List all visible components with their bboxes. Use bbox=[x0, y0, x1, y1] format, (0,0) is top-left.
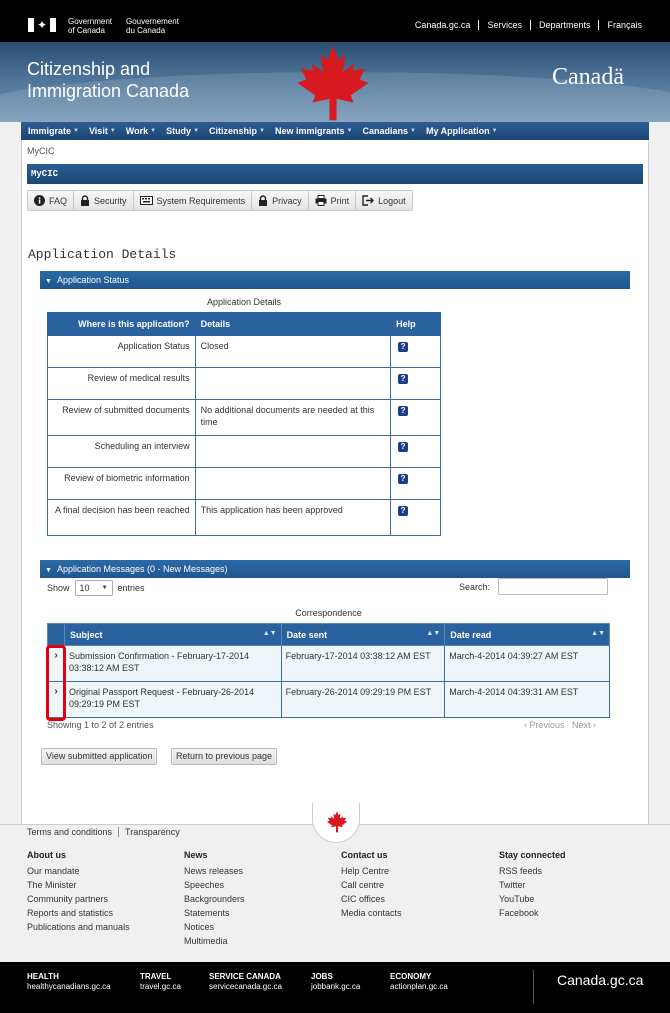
chevron-down-icon: ▼ bbox=[346, 128, 353, 134]
message-date-sent: February-26-2014 09:29:19 PM EST bbox=[281, 682, 445, 718]
help-icon[interactable]: ? bbox=[398, 374, 408, 384]
gc-top-bar bbox=[0, 0, 670, 42]
return-previous-page-button[interactable]: Return to previous page bbox=[171, 748, 277, 765]
footer-link[interactable]: Publications and manuals bbox=[27, 922, 130, 932]
system-requirements-button[interactable]: System Requirements bbox=[134, 191, 253, 210]
message-subject[interactable]: Original Passport Request - February-26-2014 09:29:19 PM EST bbox=[64, 682, 281, 718]
nav-visit[interactable]: Visit ▼ bbox=[88, 126, 116, 136]
expand-column-header bbox=[48, 624, 65, 646]
table-row bbox=[48, 436, 441, 468]
security-button[interactable]: Security bbox=[74, 191, 134, 210]
canada-flag-icon: ✦ bbox=[28, 18, 56, 32]
footer-link[interactable]: RSS feeds bbox=[499, 866, 543, 876]
chevron-down-icon: ▼ bbox=[410, 128, 416, 134]
table-row bbox=[48, 500, 441, 536]
column-header-date-read[interactable]: Date read ▲▼ bbox=[445, 624, 610, 646]
main-nav bbox=[21, 122, 649, 140]
help-icon[interactable]: ? bbox=[398, 442, 408, 452]
chevron-down-icon: ▼ bbox=[101, 585, 108, 591]
status-label: A final decision has been reached bbox=[48, 500, 196, 536]
cic-banner bbox=[0, 42, 670, 122]
footer-link[interactable]: Speeches bbox=[184, 880, 225, 890]
status-label: Scheduling an interview bbox=[48, 436, 196, 468]
message-date-read: March-4-2014 04:39:27 AM EST bbox=[445, 646, 610, 682]
table-info: Showing 1 to 2 of 2 entries bbox=[47, 720, 154, 730]
nav-work[interactable]: Work ▼ bbox=[125, 126, 157, 136]
nav-canadians[interactable]: Canadians ▼ bbox=[362, 126, 416, 136]
link-canada-gc[interactable]: Canada.gc.ca bbox=[414, 20, 471, 30]
canada-wordmark: Canadä bbox=[552, 64, 624, 90]
transparency-link[interactable]: Transparency bbox=[125, 827, 180, 837]
faq-button[interactable]: FAQ bbox=[28, 191, 74, 210]
privacy-button[interactable]: Privacy bbox=[252, 191, 309, 210]
footer-link[interactable]: Our mandate bbox=[27, 866, 80, 876]
column-header-subject[interactable]: Subject ▲▼ bbox=[64, 624, 281, 646]
column-header: Help bbox=[391, 313, 441, 336]
search-control bbox=[459, 578, 608, 595]
status-label: Review of medical results bbox=[48, 368, 196, 400]
chevron-down-icon: ▼ bbox=[150, 128, 157, 134]
bottom-link-service-canada[interactable]: SERVICE CANADA servicecanada.gc.ca bbox=[209, 972, 282, 991]
status-detail: No additional documents are needed at this time bbox=[195, 400, 390, 436]
footer-link[interactable]: Notices bbox=[184, 922, 215, 932]
footer-link[interactable]: CIC offices bbox=[341, 894, 385, 904]
column-header: Where is this application? bbox=[48, 313, 196, 336]
gc-signature-en: Government of Canada bbox=[68, 17, 113, 35]
footer-link[interactable]: The Minister bbox=[27, 880, 77, 890]
status-label: Application Status bbox=[48, 336, 196, 368]
bottom-link-economy[interactable]: ECONOMY actionplan.gc.ca bbox=[390, 972, 448, 991]
table-row bbox=[48, 400, 441, 436]
correspondence-caption: Correspondence bbox=[295, 608, 362, 618]
footer-link[interactable]: Call centre bbox=[341, 880, 385, 890]
message-date-read: March-4-2014 04:39:31 AM EST bbox=[445, 682, 610, 718]
maple-leaf-icon bbox=[288, 42, 378, 122]
footer-about: About us Our mandate The Minister Community partners Reports and statistics Publications and manuals bbox=[27, 850, 130, 932]
footer-terms bbox=[27, 827, 180, 837]
page-title: Application Details bbox=[28, 247, 177, 262]
bottom-link-jobs[interactable]: JOBS jobbank.gc.ca bbox=[311, 972, 361, 991]
correspondence-table bbox=[47, 623, 610, 718]
previous-page-button[interactable]: ‹ Previous bbox=[524, 720, 565, 730]
print-button[interactable]: Print bbox=[309, 191, 357, 210]
mycic-title-bar: MyCIC bbox=[27, 164, 643, 184]
search-input[interactable] bbox=[498, 578, 608, 595]
logout-icon bbox=[362, 195, 374, 206]
chevron-down-icon: ▼ bbox=[193, 128, 200, 134]
table-row bbox=[48, 646, 610, 682]
lock-icon bbox=[258, 195, 268, 206]
expand-row-icon[interactable]: › bbox=[48, 682, 65, 718]
table-header-row bbox=[48, 624, 610, 646]
breadcrumb[interactable]: MyCIC bbox=[27, 146, 55, 156]
view-submitted-application-button[interactable]: View submitted application bbox=[41, 748, 157, 765]
footer-news: News News releases Speeches Backgrounders Statements Notices Multimedia bbox=[184, 850, 245, 946]
link-services[interactable]: Services bbox=[487, 20, 522, 30]
footer-link[interactable]: Community partners bbox=[27, 894, 109, 904]
table-row bbox=[48, 336, 441, 368]
nav-citizenship[interactable]: Citizenship ▼ bbox=[209, 126, 265, 136]
footer-link[interactable]: Multimedia bbox=[184, 936, 228, 946]
sort-icon: ▲▼ bbox=[262, 630, 277, 637]
chevron-down-icon: ▼ bbox=[109, 128, 116, 134]
table-row bbox=[48, 368, 441, 400]
sort-icon: ▲▼ bbox=[426, 630, 441, 637]
application-details-table bbox=[47, 312, 441, 536]
application-messages-header[interactable]: ▼ Application Messages (0 - New Messages) bbox=[40, 560, 630, 578]
status-label: Review of submitted documents bbox=[48, 400, 196, 436]
footer-link[interactable]: News releases bbox=[184, 866, 244, 876]
table-row bbox=[48, 682, 610, 718]
printer-icon bbox=[315, 195, 327, 206]
message-subject[interactable]: Submission Confirmation - February-17-2014 03:38:12 AM EST bbox=[64, 646, 281, 682]
footer-leaf-tab bbox=[312, 803, 360, 843]
keyboard-icon bbox=[140, 196, 153, 205]
footer-link[interactable]: Twitter bbox=[499, 880, 526, 890]
status-detail: This application has been approved bbox=[195, 500, 390, 536]
entries-select[interactable]: 10 ▼ bbox=[75, 580, 113, 596]
nav-new-immigrants[interactable]: New immigrants ▼ bbox=[275, 126, 353, 136]
lock-icon bbox=[80, 195, 90, 206]
table-row bbox=[48, 468, 441, 500]
expand-row-icon[interactable]: › bbox=[48, 646, 65, 682]
nav-my-application[interactable]: My Application ▼ bbox=[425, 126, 498, 136]
info-icon bbox=[34, 195, 45, 206]
nav-immigrate[interactable]: Immigrate ▼ bbox=[28, 126, 79, 136]
logout-button[interactable]: Logout bbox=[356, 191, 412, 210]
collapse-triangle-icon: ▼ bbox=[45, 567, 52, 574]
status-detail bbox=[195, 436, 390, 468]
footer-link[interactable]: Facebook bbox=[499, 908, 539, 918]
bottom-link-travel[interactable]: TRAVEL travel.gc.ca bbox=[140, 972, 181, 991]
status-label: Review of biometric information bbox=[48, 468, 196, 500]
pagination bbox=[524, 720, 596, 730]
link-francais[interactable]: Français bbox=[607, 20, 642, 30]
help-icon[interactable]: ? bbox=[398, 342, 408, 352]
footer-link[interactable]: Media contacts bbox=[341, 908, 402, 918]
status-detail: Closed bbox=[195, 336, 390, 368]
chevron-down-icon: ▼ bbox=[491, 128, 498, 134]
footer-stay-connected: Stay connected RSS feeds Twitter YouTube Facebook bbox=[499, 850, 566, 918]
chevron-down-icon: ▼ bbox=[73, 128, 79, 134]
search-label: Search: bbox=[459, 581, 491, 592]
message-date-sent: February-17-2014 03:38:12 AM EST bbox=[281, 646, 445, 682]
divider bbox=[533, 970, 534, 1004]
status-detail bbox=[195, 368, 390, 400]
highlight-box bbox=[46, 645, 66, 721]
terms-link[interactable]: Terms and conditions bbox=[27, 827, 113, 837]
footer-link[interactable]: Backgrounders bbox=[184, 894, 245, 904]
gc-top-links bbox=[415, 20, 642, 30]
footer-link[interactable]: Statements bbox=[184, 908, 230, 918]
canada-gc-link[interactable]: Canada.gc.ca bbox=[557, 972, 644, 988]
gc-signature-fr: Gouvernement du Canada bbox=[126, 17, 179, 35]
column-header: Details bbox=[195, 313, 390, 336]
details-caption: Application Details bbox=[206, 297, 282, 307]
application-status-header[interactable]: ▼ Application Status bbox=[40, 271, 630, 289]
footer-link[interactable]: YouTube bbox=[499, 894, 535, 904]
banner-title: Citizenship and Immigration Canada bbox=[27, 59, 190, 101]
table-header-row bbox=[48, 313, 441, 336]
gc-bottom-bar bbox=[0, 962, 670, 1013]
chevron-down-icon: ▼ bbox=[259, 128, 265, 134]
next-page-button[interactable]: Next › bbox=[572, 720, 597, 730]
footer-link[interactable]: Help Centre bbox=[341, 866, 390, 876]
entries-length-control: Show 10 ▼ entries bbox=[47, 580, 145, 596]
mycic-toolbar bbox=[27, 190, 413, 211]
help-icon[interactable]: ? bbox=[398, 506, 408, 516]
sort-icon: ▲▼ bbox=[591, 630, 605, 637]
bottom-link-health[interactable]: HEALTH healthycanadians.gc.ca bbox=[27, 972, 111, 991]
collapse-triangle-icon: ▼ bbox=[45, 278, 52, 285]
nav-study[interactable]: Study ▼ bbox=[166, 126, 200, 136]
help-icon[interactable]: ? bbox=[398, 474, 408, 484]
status-detail bbox=[195, 468, 390, 500]
help-icon[interactable]: ? bbox=[398, 406, 408, 416]
footer-contact: Contact us Help Centre Call centre CIC offices Media contacts bbox=[341, 850, 402, 918]
maple-leaf-icon bbox=[314, 805, 360, 843]
column-header-date-sent[interactable]: Date sent ▲▼ bbox=[281, 624, 445, 646]
footer-link[interactable]: Reports and statistics bbox=[27, 908, 114, 918]
link-departments[interactable]: Departments bbox=[538, 20, 591, 30]
